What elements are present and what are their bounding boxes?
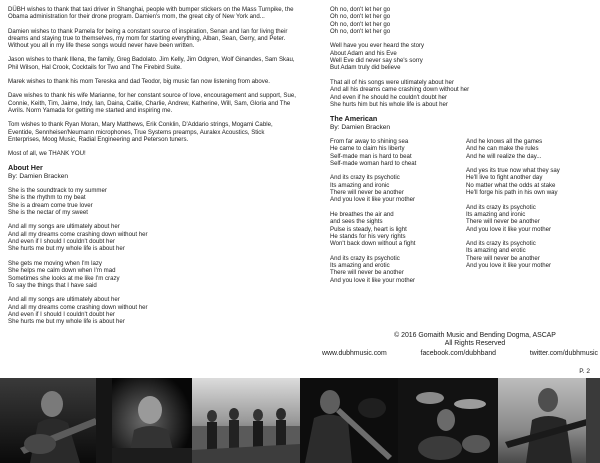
lyric-line: He came to claim his liberty [330, 145, 405, 153]
stanza [330, 138, 458, 167]
lyric-line: She is the rhythm to my beat [8, 194, 86, 202]
thanks-paragraph: DÜBH wishes to thank that taxi driver in Shanghai, people with bumper stickers on the Mass Turnpike, the Obama administration for their drone program. Damien's mom, the great city of New York and... [8, 6, 294, 21]
stanza [466, 138, 592, 160]
lyric-line: And even if I should I couldn't doubt her [8, 238, 115, 246]
thanks-paragraph: Damien wishes to thank Pamela for being a constant source of inspiration, Senan and Ian for living their dreams and staying true to themselves, my mom for starting everything, Alban, Sean, Gerry, and Peter. Without you all in my life these songs would never have been written. [8, 27, 288, 50]
lyric-line: Well Eve did never say she's sorry [330, 57, 423, 65]
lyric-line: There will never be another [330, 269, 404, 277]
thanks-paragraph: Marek wishes to thank his mom Tereska and dad Teodor, big music fan now listening from above. [8, 78, 270, 86]
facebook-link[interactable]: facebook.com/dubhband [420, 349, 497, 357]
photo-bass-player [498, 378, 600, 463]
lyric-line: And even if I should I couldn't doubt her [8, 311, 115, 318]
lyric-line: He stands for his very rights [330, 232, 406, 240]
photo-band-on-pier [192, 378, 300, 463]
stanza [330, 174, 458, 203]
stanza [330, 6, 592, 35]
stanza [330, 79, 592, 108]
stanza [330, 42, 592, 71]
lyric-line: And all my songs are ultimately about her [8, 296, 120, 304]
lyric-line: And all my dreams come crashing down without her [8, 230, 148, 238]
lyric-line: He'll forge his path in his own way [466, 189, 558, 197]
stanza [466, 167, 592, 196]
lyric-line: There will never be another [466, 254, 540, 262]
lyric-line: And you love it like your mother [330, 276, 416, 284]
lyric-line: Self-made woman hard to cheat [330, 159, 417, 167]
photo-keyboardist [112, 378, 192, 463]
stanza [466, 204, 592, 233]
right-column [330, 6, 592, 291]
lyric-line: Its amazing and erotic [466, 247, 526, 255]
lyric-line: and sees the sights [330, 218, 383, 226]
lyric-line: There will never be another [466, 218, 540, 226]
lyric-line: Its amazing and erotic [330, 262, 390, 269]
lyric-line: She helps me calm down when I'm mad [8, 267, 116, 275]
photo-collage [0, 378, 600, 463]
lyric-line: And its crazy its psychotic [466, 203, 536, 211]
lyric-line: Pulse is steady, heart is light [330, 225, 407, 233]
lyric-line: And all my songs are ultimately about her [8, 223, 120, 231]
lyric-line: She hurts me but my whole life is about her [8, 245, 125, 253]
thanks-paragraph: Jason wishes to thank Illena, the family, Greg Badolato. Jim Kelly, Jim Odgren, Wolf Ginandes, Sam Skau, Phil Wilson, Hal Crook, Cocktails for Two and The Firebird Suite. [8, 56, 295, 71]
stanza [8, 296, 296, 325]
lyric-line: No matter what the odds at stake [466, 181, 556, 189]
credits-block [322, 332, 598, 358]
lyric-line: And all his dreams came crashing down without her [330, 86, 470, 94]
thanks-paragraph: Tom wishes to thank Ryan Moran, Mary Matthews, Erik Conklin, D'Addario strings, Mogami Cable, Eventide, Sennheiser/Neumann microphones, True Systems preamps, Auralex Acoustics, Stick Enterprises, Moog Music, Radial Engineering and Peterson tuners. [8, 121, 273, 143]
lyric-line: There will never be another [330, 189, 404, 197]
about-her-lyrics-continued [330, 6, 592, 108]
lyrics-column-right [466, 138, 592, 291]
lyric-line: Its amazing and ironic [330, 181, 390, 189]
rights-line: All Rights Reserved [444, 340, 506, 348]
lyric-line: Well have you ever heard the story [330, 42, 425, 50]
the-american-lyrics [330, 138, 592, 291]
lyric-line: She is the soundtrack to my summer [8, 186, 107, 194]
lyric-line: Its amazing and ironic [466, 210, 526, 218]
lyric-line: Oh no, don't let her go [330, 6, 391, 13]
lyric-line: And even if he should he couldn't doubt her [330, 93, 448, 101]
lyric-line: To say the things that I have said [8, 281, 97, 289]
thanks-section [8, 6, 296, 157]
copyright-line: © 2016 Gomaith Music and Bending Dogma, ASCAP [394, 332, 556, 339]
photo-guitarist [0, 378, 112, 463]
stanza [330, 255, 458, 284]
lyric-line: And its crazy its psychotic [330, 174, 400, 182]
lyric-line: And all my dreams come crashing down without her [8, 303, 148, 311]
song-byline: By: Damien Bracken [8, 172, 69, 180]
lyric-line: And you love it like your mother [466, 225, 552, 233]
lyric-line: He breathes the air and [330, 210, 394, 218]
lyric-line: She is the nectar of my sweet [8, 208, 88, 216]
lyric-line: And he knows all the games [466, 137, 543, 145]
lyric-line: About Adam and his Eve [330, 49, 397, 57]
lyric-line: She gets me moving when I'm lazy [8, 259, 102, 267]
lyric-line: She hurts me but my whole life is about her [8, 318, 125, 326]
stanza [8, 187, 296, 216]
lyric-line: Self-made man is hard to beat [330, 152, 412, 160]
page-number: P. 2 [579, 368, 590, 375]
website-link[interactable]: www.dubhmusic.com [322, 349, 387, 357]
stanza [8, 223, 296, 252]
lyric-line: From far away to shining sea [330, 137, 409, 145]
song-byline: By: Damien Bracken [330, 123, 391, 131]
lyrics-column-left [330, 138, 458, 291]
thanks-paragraph: Most of all, we THANK YOU! [8, 150, 86, 158]
lyric-line: And you love it like your mother [466, 262, 552, 269]
stanza [8, 260, 296, 289]
left-column [8, 6, 296, 333]
lyric-line: She hurts him but his whole life is about her [330, 100, 448, 108]
song-title-the-american: The American [330, 114, 378, 124]
photo-live-performer [300, 378, 398, 463]
stanza [466, 240, 592, 269]
lyric-line: She is a dream come true lover [8, 201, 93, 209]
lyric-line: But Adam truly did believe [330, 64, 401, 72]
lyric-line: And he will realize the day... [466, 152, 542, 160]
lyric-line: And its crazy its psychotic [330, 254, 400, 262]
twitter-link[interactable]: twitter.com/dubhmusic [529, 349, 598, 357]
thanks-paragraph: Dave wishes to thank his wife Marianne, for her constant source of love, encouragement and support, Sue, Connie, Keith, Tim, Jaime, Indy, Ian, Daina, Caitie, Charlie, Andrew, Katherine, Will, Sam, Gloria and The Avrils. Norm Yamada for getting me started and inspiring me. [8, 92, 296, 114]
band-photo-strip [0, 378, 600, 463]
lyric-line: Oh no, don't let her go [330, 20, 391, 28]
lyric-line: And you love it like your mother [330, 196, 416, 204]
song-title-about-her: About Her [8, 163, 43, 173]
lyric-line: That all of his songs were ultimately about her [330, 78, 454, 86]
stanza [330, 211, 458, 247]
lyric-line: And yes its true now what they say [466, 167, 560, 175]
about-her-lyrics [8, 187, 296, 326]
lyric-line: Oh no, don't let her go [330, 13, 391, 21]
photo-drummer [398, 378, 498, 463]
lyric-line: Sometimes she looks at me like I'm crazy [8, 274, 120, 282]
lyric-line: And he can make the rules [466, 145, 539, 153]
lyric-line: Won't back down without a fight [330, 240, 416, 248]
lyric-line: He'll live to fight another day [466, 174, 543, 182]
links-row [322, 350, 598, 358]
lyric-line: Oh no, don't let her go [330, 27, 391, 35]
lyric-line: And its crazy its psychotic [466, 240, 536, 248]
